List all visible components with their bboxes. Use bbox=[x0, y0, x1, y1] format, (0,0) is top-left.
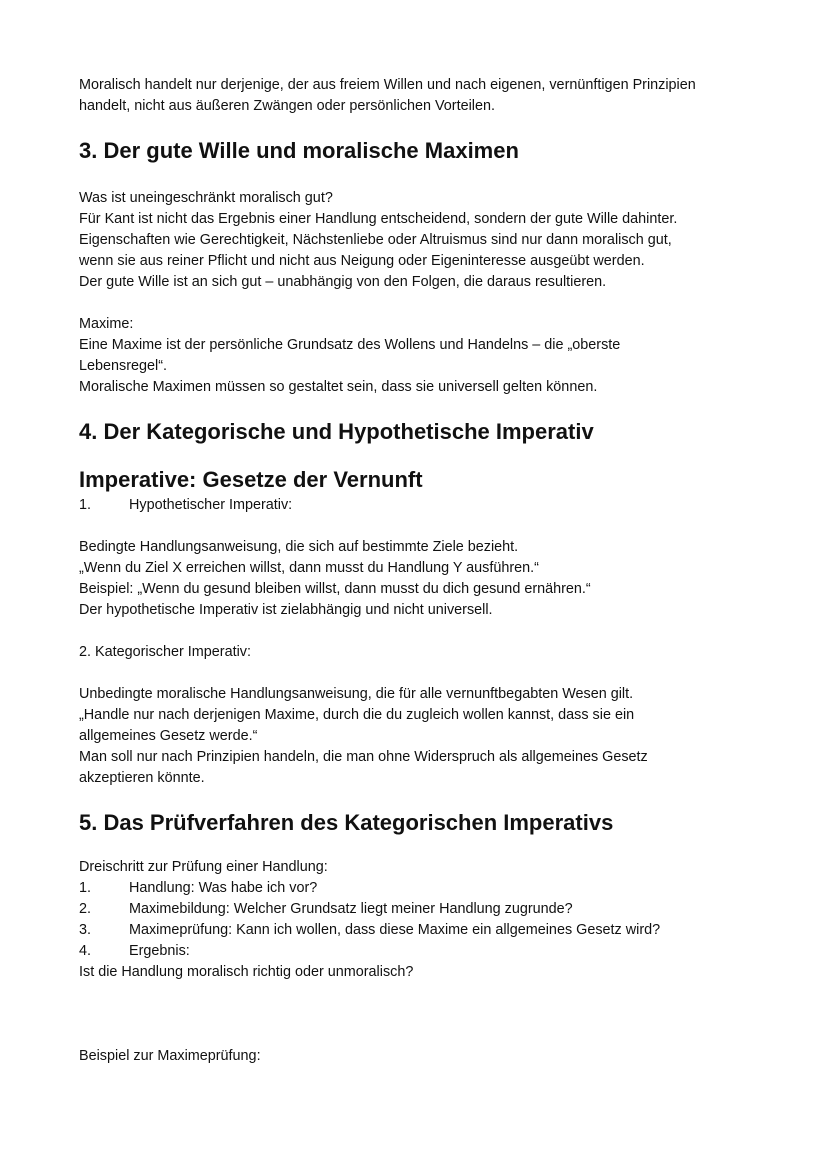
categorical-label: 2. Kategorischer Imperativ: bbox=[79, 644, 251, 660]
example-label: Beispiel zur Maximeprüfung: bbox=[79, 1048, 261, 1064]
section-3-line: Für Kant ist nicht das Ergebnis einer Handlung entscheidend, sondern der gute Wille dahinter. bbox=[79, 211, 678, 227]
list-text: Maximeprüfung: Kann ich wollen, dass diese Maxime ein allgemeines Gesetz wird? bbox=[129, 922, 661, 938]
categorical-line: „Handle nur nach derjenigen Maxime, durch die du zugleich wollen kannst, dass sie ein bbox=[79, 707, 635, 723]
section-5-result: Ist die Handlung moralisch richtig oder unmoralisch? bbox=[79, 964, 414, 980]
section-3-line: Eigenschaften wie Gerechtigkeit, Nächstenliebe oder Altruismus sind nur dann moralisch gut, bbox=[79, 232, 672, 248]
spacer bbox=[79, 983, 759, 1004]
categorical-line: Unbedingte moralische Handlungsanweisung, die für alle vernunftbegabten Wesen gilt. bbox=[79, 686, 634, 702]
list-item bbox=[79, 899, 759, 920]
intro-line-2: handelt, nicht aus äußeren Zwängen oder persönlichen Vorteilen. bbox=[79, 98, 495, 114]
section-4-heading: 4. Der Kategorische und Hypothetische Imperativ bbox=[79, 419, 594, 444]
spacer bbox=[79, 663, 759, 684]
spacer bbox=[79, 1004, 759, 1025]
spacer bbox=[79, 516, 759, 537]
list-text: Maximebildung: Welcher Grundsatz liegt meiner Handlung zugrunde? bbox=[129, 901, 573, 917]
list-number: 2. bbox=[79, 901, 92, 917]
list-item bbox=[79, 495, 759, 516]
list-number: 1. bbox=[79, 497, 92, 513]
list-item bbox=[79, 941, 759, 962]
maxime-line: Lebensregel“. bbox=[79, 358, 168, 374]
hypothetical-line: Der hypothetische Imperativ ist zielabhängig und nicht universell. bbox=[79, 602, 493, 618]
hypothetical-line: „Wenn du Ziel X erreichen willst, dann musst du Handlung Y ausführen.“ bbox=[79, 560, 539, 576]
list-number: 4. bbox=[79, 943, 92, 959]
maxime-line: Moralische Maximen müssen so gestaltet sein, dass sie universell gelten können. bbox=[79, 379, 598, 395]
section-3-line: Was ist uneingeschränkt moralisch gut? bbox=[79, 190, 333, 206]
list-text: Ergebnis: bbox=[129, 943, 190, 959]
document-page bbox=[79, 75, 759, 1067]
maxime-line: Eine Maxime ist der persönliche Grundsatz des Wollens und Handelns – die „oberste bbox=[79, 337, 621, 353]
section-3-line: Der gute Wille ist an sich gut – unabhängig von den Folgen, die daraus resultieren. bbox=[79, 274, 607, 290]
list-number: 3. bbox=[79, 922, 92, 938]
categorical-line: allgemeines Gesetz werde.“ bbox=[79, 728, 258, 744]
list-item bbox=[79, 920, 759, 941]
section-4-subheading: Imperative: Gesetze der Vernunft bbox=[79, 467, 423, 492]
list-text: Handlung: Was habe ich vor? bbox=[129, 880, 318, 896]
categorical-line: akzeptieren könnte. bbox=[79, 770, 205, 786]
hypothetical-line: Bedingte Handlungsanweisung, die sich auf bestimmte Ziele bezieht. bbox=[79, 539, 519, 555]
section-3-heading: 3. Der gute Wille und moralische Maximen bbox=[79, 138, 519, 163]
section-5-heading: 5. Das Prüfverfahren des Kategorischen Imperativs bbox=[79, 810, 614, 835]
categorical-line: Man soll nur nach Prinzipien handeln, die man ohne Widerspruch als allgemeines Gesetz bbox=[79, 749, 648, 765]
hypothetical-line: Beispiel: „Wenn du gesund bleiben willst, dann musst du dich gesund ernähren.“ bbox=[79, 581, 591, 597]
list-item bbox=[79, 878, 759, 899]
section-5-intro: Dreischritt zur Prüfung einer Handlung: bbox=[79, 859, 328, 875]
list-number: 1. bbox=[79, 880, 92, 896]
spacer bbox=[79, 293, 759, 314]
section-3-line: wenn sie aus reiner Pflicht und nicht aus Neigung oder Eigeninteresse ausgeübt werden. bbox=[79, 253, 645, 269]
spacer bbox=[79, 1025, 759, 1046]
spacer bbox=[79, 621, 759, 642]
list-text: Hypothetischer Imperativ: bbox=[129, 497, 293, 513]
maxime-line: Maxime: bbox=[79, 316, 134, 332]
intro-line-1: Moralisch handelt nur derjenige, der aus freiem Willen und nach eigenen, vernünftigen Prinzipien bbox=[79, 77, 696, 93]
